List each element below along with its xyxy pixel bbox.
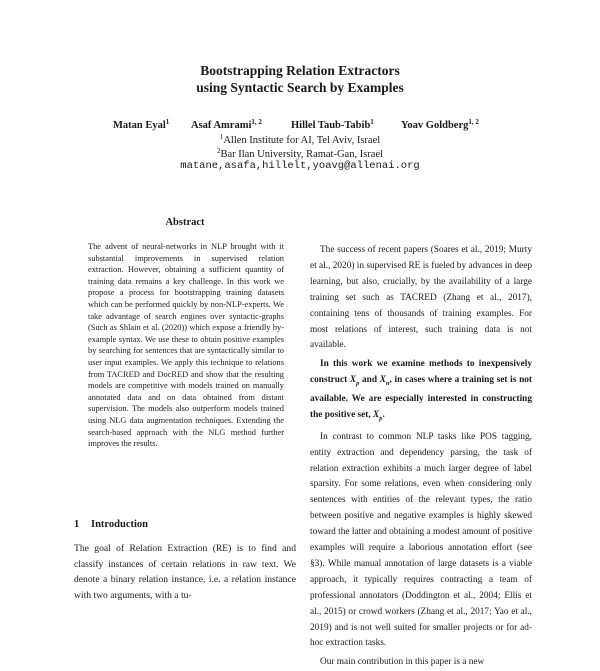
p2-text-a: In this work we examine methods to inexpensively construct	[310, 359, 532, 386]
author-name: Matan Eyal	[113, 120, 166, 131]
var-xn	[379, 375, 390, 388]
var-x: X	[349, 375, 357, 386]
paragraph-this-work	[310, 357, 532, 426]
author-affil-mark: 1, 2	[468, 118, 479, 126]
author-name: Asaf Amrami	[191, 120, 252, 131]
affiliation-2	[0, 145, 600, 161]
var-x: X	[379, 375, 386, 386]
author-name: Yoav Goldberg	[401, 120, 469, 131]
affil-mark: 1	[219, 133, 224, 141]
author-affil-mark: 1	[165, 118, 170, 126]
paragraph-contrast: In contrast to common NLP tasks like POS tagging, entity extraction and dependency parsing, the task of relation extraction exhibits a much larger degree of label sparsity. For some relations, even when considering only sentences with entities of the relevant types, the ratio between positive and negative examples is highly skewed toward the latter and obtaining a modest amount of positive examples will require a laborious annotation effort (see §3). While manual annotation of large datasets is a viable approach, it typically requires contracting a team of professional annotators (Doddington et al., 2004; Ellis et al., 2015) or crowd workers (Zhang et al., 2017; Yao et al., 2019) and is not well suited for smaller projects or for ad-hoc extraction tasks.	[310, 431, 532, 649]
author-emails: matane,asafa,hillelt,yoavg@allenai.org	[180, 160, 420, 172]
var-sub: p	[356, 380, 360, 388]
affil-mark: 2	[216, 147, 221, 155]
paper-title-line-2: using Syntactic Search by Examples	[196, 80, 404, 95]
author-4	[401, 118, 479, 131]
author-1	[113, 118, 169, 131]
section-title: Introduction	[91, 519, 148, 530]
p2-text-b: , in cases where a training set is not available. We are especially interested in constructing the positive set,	[310, 375, 532, 420]
author-affil-mark: 1	[370, 118, 374, 126]
author-2	[191, 118, 262, 131]
p2-end: .	[382, 409, 385, 420]
paper-title-line-1: Bootstrapping Relation Extractors	[200, 63, 400, 78]
paragraph-success: The success of recent papers (Soares et al., 2019; Murty et al., 2020) in supervised RE is fueled by advances in deep learning, but also, crucially, by the availability of a large training set such as TACRED (Zhang et al., 2017), containing tens of thousands of training examples. For most relations of interest, such training data is not available.	[310, 245, 532, 351]
right-column	[310, 243, 532, 671]
abstract-text: The advent of neural-networks in NLP brought with it substantial improvements in supervised relation extraction. However, obtaining a sufficient quantity of training data remains a key challenge. In this work we propose a process for bootstrapping training datasets which can be performed quickly by non-NLP-experts. We take advantage of search engines over syntactic-graphs (Such as Shlain et al. (2020)) which expose a friendly by-example syntax. We use these to obtain positive examples by searching for sentences that are syntactically similar to user input examples. We apply this technique to relations from TACRED and DocRED and show that the resulting models are competitive with models trained on manually annotated data and on data obtained from distant supervision. The models also outperform models trained using NLG data augmentation techniques. Extending the search-based approach with the NLG method further improves the results.	[88, 242, 284, 449]
var-sub: n	[385, 380, 390, 388]
var-x: X	[373, 409, 380, 420]
var-sub: p	[379, 414, 383, 422]
section-heading-introduction	[74, 519, 148, 530]
p2-and: and	[359, 375, 380, 386]
var-xp	[349, 375, 360, 388]
section-number: 1	[74, 519, 80, 530]
author-3	[291, 118, 374, 131]
author-name: Hillel Taub-Tabib	[291, 120, 371, 131]
introduction-text: The goal of Relation Extraction (RE) is to find and classify instances of certain relations in raw text. We denote a binary relation instance, i.e. a relation instance with two arguments, with a tu-	[74, 543, 296, 602]
paragraph-contribution: Our main contribution in this paper is a new	[320, 657, 485, 668]
abstract-heading: Abstract	[165, 217, 205, 228]
author-affil-mark: 1, 2	[251, 118, 262, 126]
affil-text: Bar Ilan University, Ramat-Gan, Israel	[220, 149, 384, 160]
affil-text: Allen Institute for AI, Tel Aviv, Israel	[223, 135, 381, 146]
